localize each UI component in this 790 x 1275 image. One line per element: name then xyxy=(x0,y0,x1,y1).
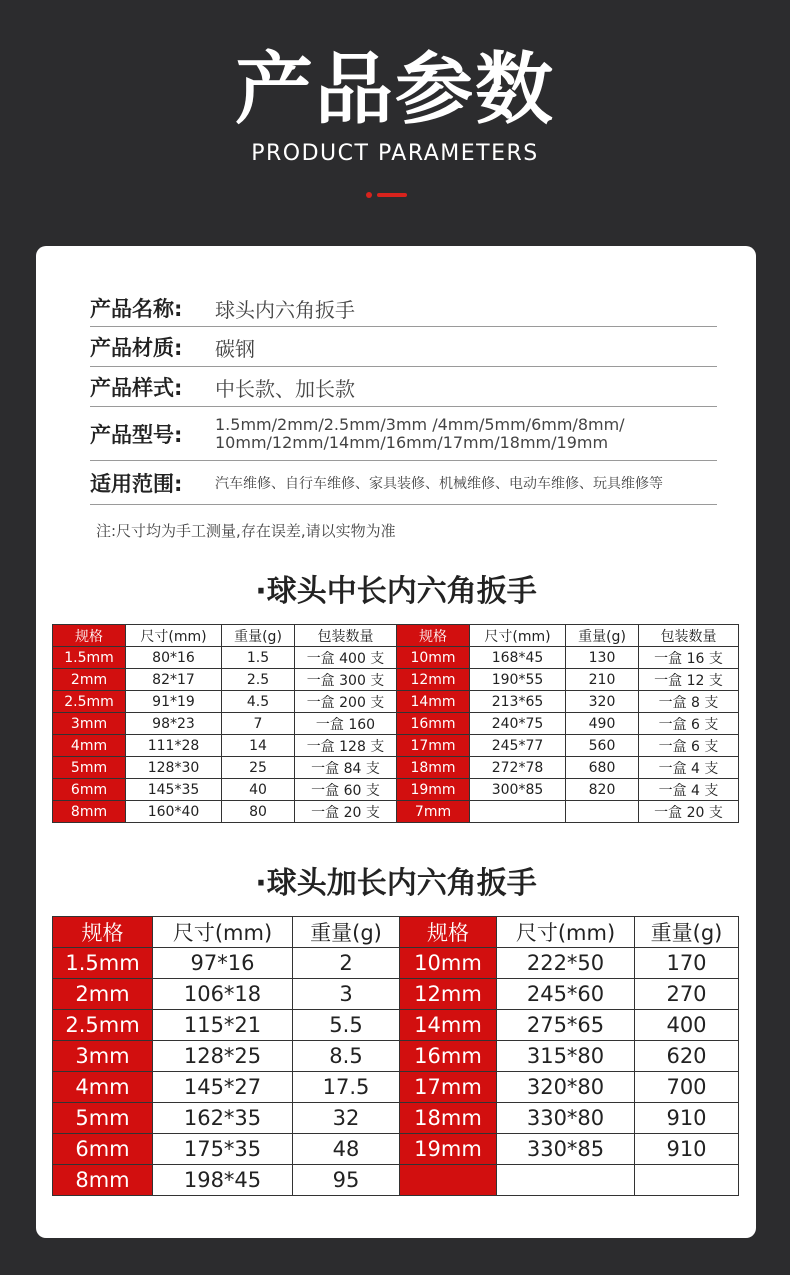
table-cell: 130 xyxy=(566,647,639,669)
table-cell: 一盒 160 xyxy=(295,713,397,735)
table2-title: ·球头加长内六角扳手 xyxy=(255,866,537,901)
table-cell: 170 xyxy=(635,948,739,979)
table-cell: 910 xyxy=(635,1134,739,1165)
table-cell: 168*45 xyxy=(470,647,566,669)
table-cell: 48 xyxy=(293,1134,400,1165)
spec-size-cell: 3mm xyxy=(53,1041,153,1072)
table-cell: 320 xyxy=(566,691,639,713)
spec-size-cell: 16mm xyxy=(397,713,470,735)
table-cell: 700 xyxy=(635,1072,739,1103)
table-row xyxy=(53,1072,739,1103)
spec-size-cell xyxy=(400,1165,497,1196)
table-row xyxy=(53,801,739,823)
table-cell: 80 xyxy=(222,801,295,823)
spec-label: 产品样式: xyxy=(90,376,183,400)
table-cell: 一盒 4 支 xyxy=(639,757,739,779)
spec-row-model xyxy=(90,408,717,461)
spec-size-cell: 19mm xyxy=(400,1134,497,1165)
header-cell: 规格 xyxy=(400,917,497,948)
table-row xyxy=(53,647,739,669)
spec-size-cell: 4mm xyxy=(53,1072,153,1103)
title-accent-mark xyxy=(366,192,408,198)
table-cell: 320*80 xyxy=(497,1072,635,1103)
table-row xyxy=(53,779,739,801)
spec-value: 球头内六角扳手 xyxy=(215,297,355,322)
spec-size-cell: 6mm xyxy=(53,779,126,801)
spec-size-cell: 10mm xyxy=(397,647,470,669)
spec-value: 碳钢 xyxy=(215,336,255,361)
table-cell: 一盒 128 支 xyxy=(295,735,397,757)
table-cell: 213*65 xyxy=(470,691,566,713)
spec-label: 产品名称: xyxy=(90,297,183,321)
spec-size-cell: 8mm xyxy=(53,801,126,823)
table-cell: 40 xyxy=(222,779,295,801)
table-row xyxy=(53,735,739,757)
table-cell: 一盒 20 支 xyxy=(295,801,397,823)
header-cell: 包装数量 xyxy=(295,625,397,647)
spec-size-cell: 5mm xyxy=(53,757,126,779)
spec-size-cell: 18mm xyxy=(400,1103,497,1134)
table-row xyxy=(53,1041,739,1072)
spec-size-cell: 5mm xyxy=(53,1103,153,1134)
table-cell: 7 xyxy=(222,713,295,735)
spec-size-cell: 1.5mm xyxy=(53,948,153,979)
table-cell: 32 xyxy=(293,1103,400,1134)
accent-dot xyxy=(366,192,372,198)
medium-wrench-table xyxy=(52,624,739,823)
spec-row-material xyxy=(90,328,717,367)
spec-value xyxy=(215,416,717,452)
table1-title: ·球头中长内六角扳手 xyxy=(255,574,537,609)
table-cell: 620 xyxy=(635,1041,739,1072)
table-cell: 一盒 4 支 xyxy=(639,779,739,801)
spec-value: 汽车维修、自行车维修、家具装修、机械维修、电动车维修、玩具维修等 xyxy=(215,476,663,492)
parameters-card xyxy=(36,246,756,1238)
table-cell: 245*77 xyxy=(470,735,566,757)
table-cell: 490 xyxy=(566,713,639,735)
table-cell xyxy=(497,1165,635,1196)
table-cell: 一盒 6 支 xyxy=(639,713,739,735)
spec-size-cell: 19mm xyxy=(397,779,470,801)
header-cell: 尺寸(mm) xyxy=(470,625,566,647)
header-cell: 尺寸(mm) xyxy=(497,917,635,948)
table-cell: 3 xyxy=(293,979,400,1010)
table-cell: 145*27 xyxy=(153,1072,293,1103)
table-row xyxy=(53,691,739,713)
table-cell: 一盒 8 支 xyxy=(639,691,739,713)
table-cell: 4.5 xyxy=(222,691,295,713)
spec-size-cell: 12mm xyxy=(397,669,470,691)
spec-size-cell: 1.5mm xyxy=(53,647,126,669)
table-cell: 275*65 xyxy=(497,1010,635,1041)
table-cell: 一盒 6 支 xyxy=(639,735,739,757)
spec-size-cell: 2mm xyxy=(53,669,126,691)
spec-size-cell: 12mm xyxy=(400,979,497,1010)
header-cell: 尺寸(mm) xyxy=(153,917,293,948)
table-row xyxy=(53,1010,739,1041)
header-cell: 规格 xyxy=(53,625,126,647)
table-cell: 一盒 20 支 xyxy=(639,801,739,823)
table-cell xyxy=(566,801,639,823)
header-cell: 尺寸(mm) xyxy=(126,625,222,647)
table-cell: 2 xyxy=(293,948,400,979)
table-cell: 910 xyxy=(635,1103,739,1134)
table-cell: 190*55 xyxy=(470,669,566,691)
table-cell: 25 xyxy=(222,757,295,779)
table-header-row xyxy=(53,625,739,647)
header-cell: 重量(g) xyxy=(293,917,400,948)
table-row xyxy=(53,757,739,779)
spec-row-usage xyxy=(90,462,717,505)
table-cell: 115*21 xyxy=(153,1010,293,1041)
header-cell: 重量(g) xyxy=(635,917,739,948)
header-cell: 规格 xyxy=(53,917,153,948)
table-cell: 400 xyxy=(635,1010,739,1041)
table-row xyxy=(53,669,739,691)
table-cell: 82*17 xyxy=(126,669,222,691)
spec-size-cell: 17mm xyxy=(397,735,470,757)
table-cell: 一盒 400 支 xyxy=(295,647,397,669)
table-cell: 270 xyxy=(635,979,739,1010)
table-cell: 160*40 xyxy=(126,801,222,823)
table-row xyxy=(53,1103,739,1134)
spec-size-cell: 3mm xyxy=(53,713,126,735)
table-cell: 17.5 xyxy=(293,1072,400,1103)
table-cell: 97*16 xyxy=(153,948,293,979)
table-row xyxy=(53,713,739,735)
spec-size-cell: 18mm xyxy=(397,757,470,779)
table-cell xyxy=(635,1165,739,1196)
table-cell: 2.5 xyxy=(222,669,295,691)
table-cell: 680 xyxy=(566,757,639,779)
table-cell: 128*30 xyxy=(126,757,222,779)
table-cell: 210 xyxy=(566,669,639,691)
spec-size-cell: 4mm xyxy=(53,735,126,757)
spec-size-cell: 6mm xyxy=(53,1134,153,1165)
measurement-note: 注:尺寸均为手工测量,存在误差,请以实物为准 xyxy=(96,522,396,540)
spec-size-cell: 10mm xyxy=(400,948,497,979)
table-cell: 315*80 xyxy=(497,1041,635,1072)
table-cell: 1.5 xyxy=(222,647,295,669)
table-cell: 14 xyxy=(222,735,295,757)
table-cell: 111*28 xyxy=(126,735,222,757)
table-cell: 240*75 xyxy=(470,713,566,735)
table-cell: 一盒 12 支 xyxy=(639,669,739,691)
table-cell: 8.5 xyxy=(293,1041,400,1072)
header-cell: 规格 xyxy=(397,625,470,647)
table-cell: 95 xyxy=(293,1165,400,1196)
table-row xyxy=(53,1134,739,1165)
table-cell xyxy=(470,801,566,823)
table-cell: 222*50 xyxy=(497,948,635,979)
table-cell: 5.5 xyxy=(293,1010,400,1041)
spec-size-cell: 14mm xyxy=(400,1010,497,1041)
spec-size-cell: 2.5mm xyxy=(53,1010,153,1041)
spec-size-cell: 17mm xyxy=(400,1072,497,1103)
table-cell: 91*19 xyxy=(126,691,222,713)
page-subtitle: PRODUCT PARAMETERS xyxy=(251,141,539,166)
table-cell: 162*35 xyxy=(153,1103,293,1134)
table-cell: 820 xyxy=(566,779,639,801)
table-cell: 145*35 xyxy=(126,779,222,801)
table-cell: 175*35 xyxy=(153,1134,293,1165)
table-cell: 一盒 84 支 xyxy=(295,757,397,779)
spec-row-style xyxy=(90,368,717,407)
table-cell: 330*85 xyxy=(497,1134,635,1165)
header-cell: 包装数量 xyxy=(639,625,739,647)
table-cell: 300*85 xyxy=(470,779,566,801)
spec-label: 产品型号: xyxy=(90,423,183,447)
spec-size-cell: 2.5mm xyxy=(53,691,126,713)
long-wrench-table xyxy=(52,916,739,1196)
spec-size-cell: 14mm xyxy=(397,691,470,713)
table-cell: 80*16 xyxy=(126,647,222,669)
table-cell: 106*18 xyxy=(153,979,293,1010)
spec-value-line: 1.5mm/2mm/2.5mm/3mm /4mm/5mm/6mm/8mm/ xyxy=(215,415,625,434)
spec-row-name xyxy=(90,290,717,327)
table-header-row xyxy=(53,917,739,948)
table-cell: 198*45 xyxy=(153,1165,293,1196)
table-cell: 98*23 xyxy=(126,713,222,735)
table-cell: 272*78 xyxy=(470,757,566,779)
spec-value: 中长款、加长款 xyxy=(215,376,355,401)
spec-value-line: 10mm/12mm/14mm/16mm/17mm/18mm/19mm xyxy=(215,433,609,452)
table-row xyxy=(53,1165,739,1196)
table-cell: 560 xyxy=(566,735,639,757)
spec-size-cell: 7mm xyxy=(397,801,470,823)
spec-label: 适用范围: xyxy=(90,472,183,496)
spec-size-cell: 16mm xyxy=(400,1041,497,1072)
table-cell: 一盒 60 支 xyxy=(295,779,397,801)
page-title: 产品参数 xyxy=(234,45,555,135)
spec-label: 产品材质: xyxy=(90,336,183,360)
table-row xyxy=(53,979,739,1010)
table-cell: 一盒 300 支 xyxy=(295,669,397,691)
table-cell: 245*60 xyxy=(497,979,635,1010)
spec-size-cell: 8mm xyxy=(53,1165,153,1196)
header-cell: 重量(g) xyxy=(222,625,295,647)
table-cell: 330*80 xyxy=(497,1103,635,1134)
accent-bar xyxy=(377,193,407,197)
header-cell: 重量(g) xyxy=(566,625,639,647)
spec-size-cell: 2mm xyxy=(53,979,153,1010)
table-cell: 一盒 16 支 xyxy=(639,647,739,669)
table-row xyxy=(53,948,739,979)
table-cell: 128*25 xyxy=(153,1041,293,1072)
table-cell: 一盒 200 支 xyxy=(295,691,397,713)
